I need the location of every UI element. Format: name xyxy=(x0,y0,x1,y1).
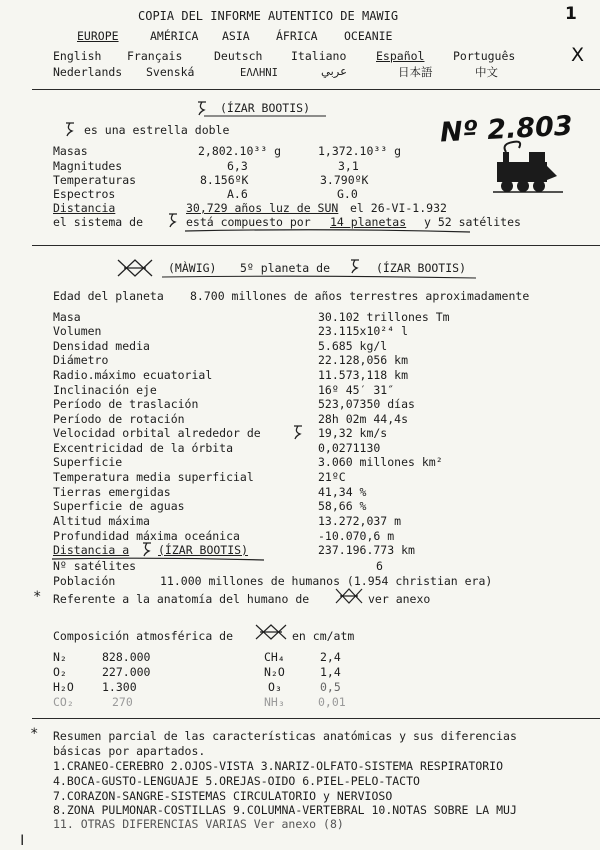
gas-formula: O₃ xyxy=(268,680,282,694)
lang-english[interactable]: English xyxy=(53,49,102,63)
lang-deutsch[interactable]: Deutsch xyxy=(214,49,263,63)
property-value: 23.115x10²⁴ l xyxy=(318,324,409,338)
property-label: Altitud máxima xyxy=(53,514,150,528)
star-row-value-a: 6,3 xyxy=(227,159,248,173)
lang-greek[interactable]: ΕΛΛΗΝΙ xyxy=(240,67,278,79)
anatomy-reference: Referente a la anatomía del humano de xyxy=(53,592,310,606)
property-value: 30.102 trillones Tm xyxy=(318,310,450,324)
planet-age-value: 8.700 millones de años terrestres aproximadamente xyxy=(190,289,530,303)
star-row-label: Magnitudes xyxy=(53,159,123,173)
property-label: Volumen xyxy=(53,324,102,338)
property-value: 3.060 millones km² xyxy=(318,455,443,469)
izar-symbol-icon xyxy=(292,424,304,440)
planet-label: 5º planeta de xyxy=(240,261,331,275)
property-value: 41,34 % xyxy=(318,485,367,499)
system-text: está compuesto por xyxy=(186,215,311,229)
population-value: 11.000 millones de humanos (1.954 christian era) xyxy=(160,574,493,588)
gas-formula: N₂ xyxy=(53,650,67,664)
system-prefix: el sistema de xyxy=(53,215,144,229)
star-row-label: Temperaturas xyxy=(53,173,137,187)
star-heading-underline xyxy=(204,115,328,119)
property-label: Inclinación eje xyxy=(53,383,157,397)
property-label: Superficie xyxy=(53,455,123,469)
document-title: COPIA DEL INFORME AUTENTICO DE MAWIG xyxy=(138,9,399,23)
margin-mark: ǀ xyxy=(18,833,27,849)
star-row-value-a: 8.156ºK xyxy=(200,173,249,187)
planet-star: (ÍZAR BOOTIS) xyxy=(376,261,467,275)
atmosphere-title: Composición atmosférica de xyxy=(53,629,234,643)
property-label: Temperatura media superficial xyxy=(53,470,254,484)
lang-arabic[interactable]: عربي xyxy=(321,64,347,78)
summary-item: 11. OTRAS DIFERENCIAS VARIAS Ver anexo (8) xyxy=(53,817,344,831)
star-heading: (ÍZAR BOOTIS) xyxy=(220,101,311,115)
planets-count: 14 planetas xyxy=(330,215,407,229)
property-value: 28h 02m 44,4s xyxy=(318,412,409,426)
gas-value: 0,5 xyxy=(320,680,341,694)
gas-value: 1,4 xyxy=(320,665,341,679)
property-label: Distancia a xyxy=(53,543,130,557)
asterisk-icon: * xyxy=(33,589,42,605)
property-label: Masa xyxy=(53,310,81,324)
property-label: Velocidad orbital alrededor de xyxy=(53,426,261,440)
close-icon[interactable]: X xyxy=(571,44,585,66)
summary-item: 1.CRANEO-CEREBRO 2.OJOS-VISTA 3.NARIZ-OLFATO-SISTEMA RESPIRATORIO xyxy=(53,759,504,773)
property-label: Período de traslación xyxy=(53,397,199,411)
gas-value: 828.000 xyxy=(102,650,151,664)
summary-item: 7.CORAZON-SANGRE-SISTEMAS CIRCULATORIO y NERVIOSO xyxy=(53,789,393,803)
distance-date: el 26-VI-1.932 xyxy=(350,201,447,215)
lang-chinese[interactable]: 中文 xyxy=(475,65,498,79)
property-value: 16º 45′ 31″ xyxy=(318,383,395,397)
gas-formula: CH₄ xyxy=(264,650,285,664)
property-label: Nº satélites xyxy=(53,559,137,573)
izar-symbol-icon xyxy=(349,258,361,274)
mawig-symbol-icon xyxy=(116,256,154,282)
lang-italiano[interactable]: Italiano xyxy=(291,49,347,63)
divider-top xyxy=(32,89,600,90)
star-row-label: Masas xyxy=(53,144,88,158)
izar-symbol-icon xyxy=(141,541,153,557)
system-underline xyxy=(180,229,480,235)
lang-francais[interactable]: Français xyxy=(127,49,183,63)
page-number: 1 xyxy=(565,4,577,24)
summary-intro: básicas por apartados. xyxy=(53,744,206,758)
property-value: 0,0271130 xyxy=(318,441,381,455)
gas-value: 2,4 xyxy=(320,650,341,664)
property-value: -10.070,6 m xyxy=(318,529,395,543)
mawig-symbol-icon xyxy=(254,622,288,644)
gas-formula: NH₃ xyxy=(264,695,285,709)
property-label: Diámetro xyxy=(53,353,109,367)
continent-europe[interactable]: EUROPE xyxy=(77,29,119,43)
planet-age-label: Edad del planeta xyxy=(53,289,164,303)
gas-formula: CO₂ xyxy=(53,695,74,709)
star-row-value-a: 2,802.10³³ g xyxy=(198,144,282,158)
star-row-value-b: 1,372.10³³ g xyxy=(318,144,402,158)
continent-oceanie[interactable]: OCEANIE xyxy=(344,29,393,43)
property-value: 21ºC xyxy=(318,470,346,484)
property-label: Tierras emergidas xyxy=(53,485,171,499)
property-value: 523,07350 días xyxy=(318,397,415,411)
star-intro: es una estrella doble xyxy=(84,123,230,137)
asterisk-icon: * xyxy=(30,726,39,742)
atmosphere-unit: en cm/atm xyxy=(292,629,355,643)
summary-item: 4.BOCA-GUSTO-LENGUAJE 5.OREJAS-OIDO 6.PIEL-PELO-TACTO xyxy=(53,774,420,788)
gas-formula: H₂O xyxy=(53,680,74,694)
report-number: Nº 2.803 xyxy=(439,110,574,149)
summary-intro: Resumen parcial de las características anatómicas y sus diferencias xyxy=(53,729,517,743)
property-label: Excentricidad de la órbita xyxy=(53,441,234,455)
star-row-value-a: A.6 xyxy=(227,187,248,201)
lang-japanese[interactable]: 日本語 xyxy=(398,65,433,79)
izar-symbol-icon xyxy=(167,212,179,228)
continent-africa[interactable]: ÁFRICA xyxy=(276,29,318,43)
continent-america[interactable]: AMÉRICA xyxy=(150,29,199,43)
locomotive-icon xyxy=(493,146,565,194)
star-row-label: Espectros xyxy=(53,187,116,201)
mawig-symbol-icon xyxy=(334,586,364,608)
lang-espanol[interactable]: Español xyxy=(376,49,425,63)
star-row-value-b: 3.790ºK xyxy=(320,173,369,187)
property-value: 22.128,056 km xyxy=(318,353,409,367)
property-label: Superficie de aguas xyxy=(53,499,185,513)
gas-value: 270 xyxy=(112,695,133,709)
property-value: 13.272,037 m xyxy=(318,514,402,528)
distance-value: 30,729 años luz de SUN xyxy=(186,201,339,215)
property-value: 5.685 kg/l xyxy=(318,339,388,353)
lang-svenska[interactable]: Svenská xyxy=(146,65,195,79)
planet-name: (MÀWIG) xyxy=(168,261,217,275)
property-label: Período de rotación xyxy=(53,412,185,426)
continent-asia[interactable]: ASIA xyxy=(222,29,250,43)
distance-target: (ÍZAR BOOTIS) xyxy=(158,543,249,557)
star-row-value-b: 3,1 xyxy=(338,159,359,173)
izar-symbol-icon xyxy=(64,121,76,137)
planet-heading-underline xyxy=(160,275,480,280)
property-label: Densidad media xyxy=(53,339,150,353)
gas-value: 227.000 xyxy=(102,665,151,679)
property-value: 6 xyxy=(376,559,383,573)
satellites-count: y 52 satélites xyxy=(424,215,521,229)
distance-label: Distancia xyxy=(53,201,116,215)
property-value: 19,32 km/s xyxy=(318,426,388,440)
star-row-value-b: G.0 xyxy=(337,187,358,201)
summary-item: 8.ZONA PULMONAR-COSTILLAS 9.COLUMNA-VERTEBRAL 10.NOTAS SOBRE LA MUJ xyxy=(53,803,517,817)
property-value: 11.573,118 km xyxy=(318,368,409,382)
population-label: Población xyxy=(53,574,116,588)
gas-formula: N₂O xyxy=(264,665,285,679)
property-label: Radio.máximo ecuatorial xyxy=(53,368,213,382)
gas-value: 1.300 xyxy=(102,680,137,694)
gas-formula: O₂ xyxy=(53,665,67,679)
divider-bottom xyxy=(32,718,600,719)
lang-portugues[interactable]: Português xyxy=(453,49,516,63)
property-label: Profundidad máxima oceánica xyxy=(53,529,240,543)
divider-middle xyxy=(32,245,600,246)
property-value: 58,66 % xyxy=(318,499,367,513)
property-value: 237.196.773 km xyxy=(318,543,415,557)
izar-symbol-icon xyxy=(196,100,208,116)
lang-nederlands[interactable]: Nederlands xyxy=(53,65,123,79)
gas-value: 0,01 xyxy=(318,695,346,709)
anatomy-suffix: ver anexo xyxy=(368,592,431,606)
